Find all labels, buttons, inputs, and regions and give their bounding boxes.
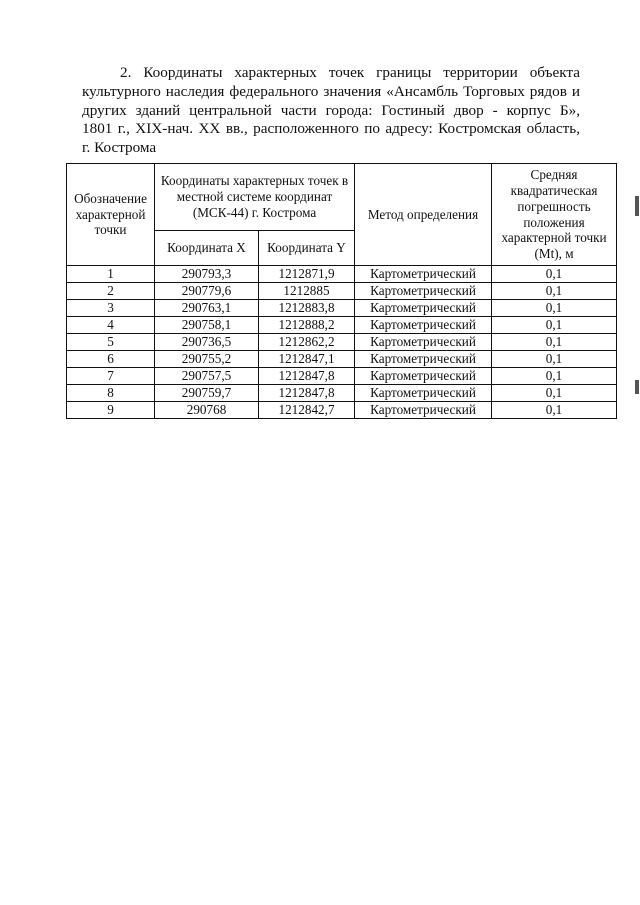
cell-method: Картометрический bbox=[355, 283, 492, 300]
table-row bbox=[67, 300, 617, 317]
cell-point: 6 bbox=[67, 351, 155, 368]
header-coords-group: Координаты характерных точек в местной системе координат (МСК-44) г. Кострома bbox=[155, 164, 355, 231]
header-error: Средняя квадратическая погрешность положения характерной точки (Mt), м bbox=[492, 164, 617, 266]
cell-error: 0,1 bbox=[492, 368, 617, 385]
table-row bbox=[67, 402, 617, 419]
header-point: Обозначение характерной точки bbox=[67, 164, 155, 266]
cell-x: 290779,6 bbox=[155, 283, 259, 300]
table-row bbox=[67, 266, 617, 283]
cell-x: 290736,5 bbox=[155, 334, 259, 351]
cell-y: 1212847,8 bbox=[259, 368, 355, 385]
cell-x: 290757,5 bbox=[155, 368, 259, 385]
cell-method: Картометрический bbox=[355, 368, 492, 385]
cell-y: 1212862,2 bbox=[259, 334, 355, 351]
cell-error: 0,1 bbox=[492, 334, 617, 351]
cell-error: 0,1 bbox=[492, 283, 617, 300]
cell-point: 7 bbox=[67, 368, 155, 385]
cell-x: 290793,3 bbox=[155, 266, 259, 283]
cell-error: 0,1 bbox=[492, 385, 617, 402]
cell-y: 1212847,1 bbox=[259, 351, 355, 368]
cell-method: Картометрический bbox=[355, 266, 492, 283]
cell-method: Картометрический bbox=[355, 317, 492, 334]
cell-method: Картометрический bbox=[355, 385, 492, 402]
cell-x: 290755,2 bbox=[155, 351, 259, 368]
table-row bbox=[67, 385, 617, 402]
cell-method: Картометрический bbox=[355, 402, 492, 419]
header-coord-y: Координата Y bbox=[259, 231, 355, 266]
table-row bbox=[67, 351, 617, 368]
header-coord-x: Координата X bbox=[155, 231, 259, 266]
cell-point: 5 bbox=[67, 334, 155, 351]
table-row bbox=[67, 368, 617, 385]
cell-method: Картометрический bbox=[355, 351, 492, 368]
scan-margin-mark bbox=[635, 196, 639, 216]
table-row bbox=[67, 334, 617, 351]
cell-error: 0,1 bbox=[492, 266, 617, 283]
cell-method: Картометрический bbox=[355, 300, 492, 317]
intro-line: культурного наследия федерального значения «Ансамбль Торговых рядов и bbox=[82, 82, 580, 100]
intro-paragraph bbox=[82, 64, 580, 158]
cell-point: 8 bbox=[67, 385, 155, 402]
cell-point: 4 bbox=[67, 317, 155, 334]
table-row bbox=[67, 283, 617, 300]
cell-error: 0,1 bbox=[492, 317, 617, 334]
cell-error: 0,1 bbox=[492, 300, 617, 317]
cell-point: 1 bbox=[67, 266, 155, 283]
scan-margin-mark bbox=[635, 380, 639, 394]
cell-error: 0,1 bbox=[492, 351, 617, 368]
cell-y: 1212847,8 bbox=[259, 385, 355, 402]
intro-line: 1801 г., XIX-нач. XX вв., расположенного по адресу: Костромская область, bbox=[82, 120, 580, 138]
intro-line: других зданий центральной части города: Гостиный двор - корпус Б», bbox=[82, 101, 580, 119]
cell-y: 1212888,2 bbox=[259, 317, 355, 334]
cell-x: 290758,1 bbox=[155, 317, 259, 334]
cell-point: 2 bbox=[67, 283, 155, 300]
cell-x: 290768 bbox=[155, 402, 259, 419]
cell-y: 1212842,7 bbox=[259, 402, 355, 419]
header-method: Метод определения bbox=[355, 164, 492, 266]
coordinates-table bbox=[66, 163, 617, 419]
cell-y: 1212883,8 bbox=[259, 300, 355, 317]
cell-y: 1212871,9 bbox=[259, 266, 355, 283]
cell-x: 290763,1 bbox=[155, 300, 259, 317]
cell-error: 0,1 bbox=[492, 402, 617, 419]
table-row bbox=[67, 317, 617, 334]
cell-point: 9 bbox=[67, 402, 155, 419]
cell-x: 290759,7 bbox=[155, 385, 259, 402]
intro-line: г. Кострома bbox=[82, 139, 157, 157]
cell-y: 1212885 bbox=[259, 283, 355, 300]
cell-point: 3 bbox=[67, 300, 155, 317]
cell-method: Картометрический bbox=[355, 334, 492, 351]
intro-line: 2. Координаты характерных точек границы территории объекта bbox=[120, 64, 580, 81]
